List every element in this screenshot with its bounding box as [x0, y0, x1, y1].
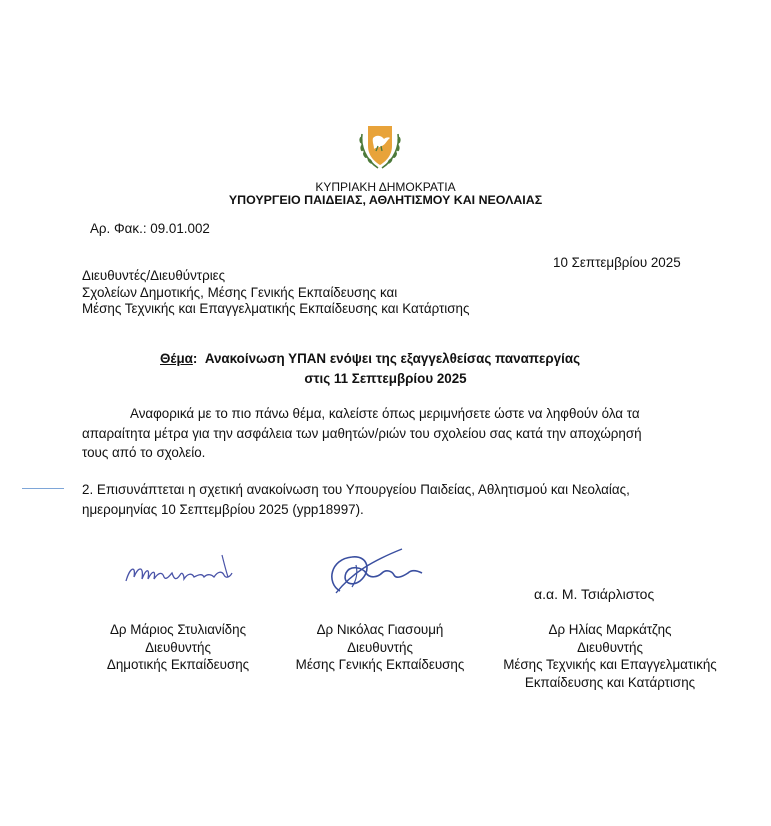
signer-title: Διευθυντής	[577, 639, 643, 655]
signature-giasoumi	[312, 543, 432, 601]
subject-label: Θέμα	[160, 351, 193, 366]
paragraph-line: τους από το σχολείο.	[82, 445, 206, 461]
paragraph-line: ημερομηνίας 10 Σεπτεμβρίου 2025 (ypp18997).	[82, 501, 364, 517]
recipients	[82, 266, 469, 319]
signer-name: Δρ Μάριος Στυλιανίδης	[109, 622, 247, 637]
recipient-line: Διευθυντές/Διευθύντριες	[82, 268, 226, 283]
signer-name: Δρ Ηλίας Μαρκάτζης	[548, 622, 672, 637]
subject-colon: :	[192, 351, 198, 366]
recipient-line: Σχολείων Δημοτικής, Μέσης Γενικής Εκπαίδευσης και	[82, 284, 398, 300]
subject-text: Ανακοίνωση ΥΠΑΝ ενόψει της εξαγγελθείσας παναπεργίας	[204, 351, 581, 366]
signer-title: Διευθυντής	[145, 639, 211, 655]
signer-dept: Εκπαίδευσης και Κατάρτισης	[524, 674, 696, 690]
signer-title: Διευθυντής	[347, 639, 413, 655]
document-date: 10 Σεπτεμβρίου 2025	[553, 255, 681, 270]
signer-block-2	[280, 620, 480, 675]
signer-block-3	[488, 620, 732, 692]
subject-line	[160, 351, 580, 366]
subject-text-line2: στις 11 Σεπτεμβρίου 2025	[304, 371, 467, 386]
paragraph-line: 2. Επισυνάπτεται η σχετική ανακοίνωση του Υπουργείου Παιδείας, Αθλητισμού και Νεολαίας,	[82, 482, 630, 497]
ministry-name: ΥΠΟΥΡΓΕΙΟ ΠΑΙΔΕΙΑΣ, ΑΘΛΗΤΙΣΜΟΥ ΚΑΙ ΝΕΟΛΑΙΑΣ	[228, 193, 543, 207]
body-paragraph-1	[82, 404, 642, 463]
cyprus-coat-of-arms-icon	[352, 120, 408, 176]
signer-dept: Μέσης Τεχνικής και Επαγγελματικής	[503, 657, 717, 673]
file-reference: Αρ. Φακ.: 09.01.002	[90, 221, 210, 236]
on-behalf-note: α.α. Μ. Τσιάρλιστος	[534, 586, 655, 602]
country-name: ΚΥΠΡΙΑΚΗ ΔΗΜΟΚΡΑΤΙΑ	[315, 180, 456, 194]
signer-dept: Μέσης Γενικής Εκπαίδευσης	[295, 657, 465, 673]
signer-name: Δρ Νικόλας Γιασουμή	[316, 622, 444, 637]
margin-rule	[22, 488, 64, 489]
paragraph-line: απαραίτητα μέτρα για την ασφάλεια των μαθητών/ριών του σχολείου σας κατά την αποχώρησή	[82, 425, 642, 441]
signature-stylianidis	[118, 545, 248, 595]
signer-block-1	[88, 620, 268, 675]
body-paragraph-2	[82, 480, 630, 519]
recipient-line: Μέσης Τεχνικής και Επαγγελματικής Εκπαίδευσης και Κατάρτισης	[82, 301, 470, 317]
signer-dept: Δημοτικής Εκπαίδευσης	[106, 657, 250, 673]
paragraph-line: Αναφορικά με το πιο πάνω θέμα, καλείστε όπως μεριμνήσετε ώστε να ληφθούν όλα τα	[130, 406, 640, 421]
